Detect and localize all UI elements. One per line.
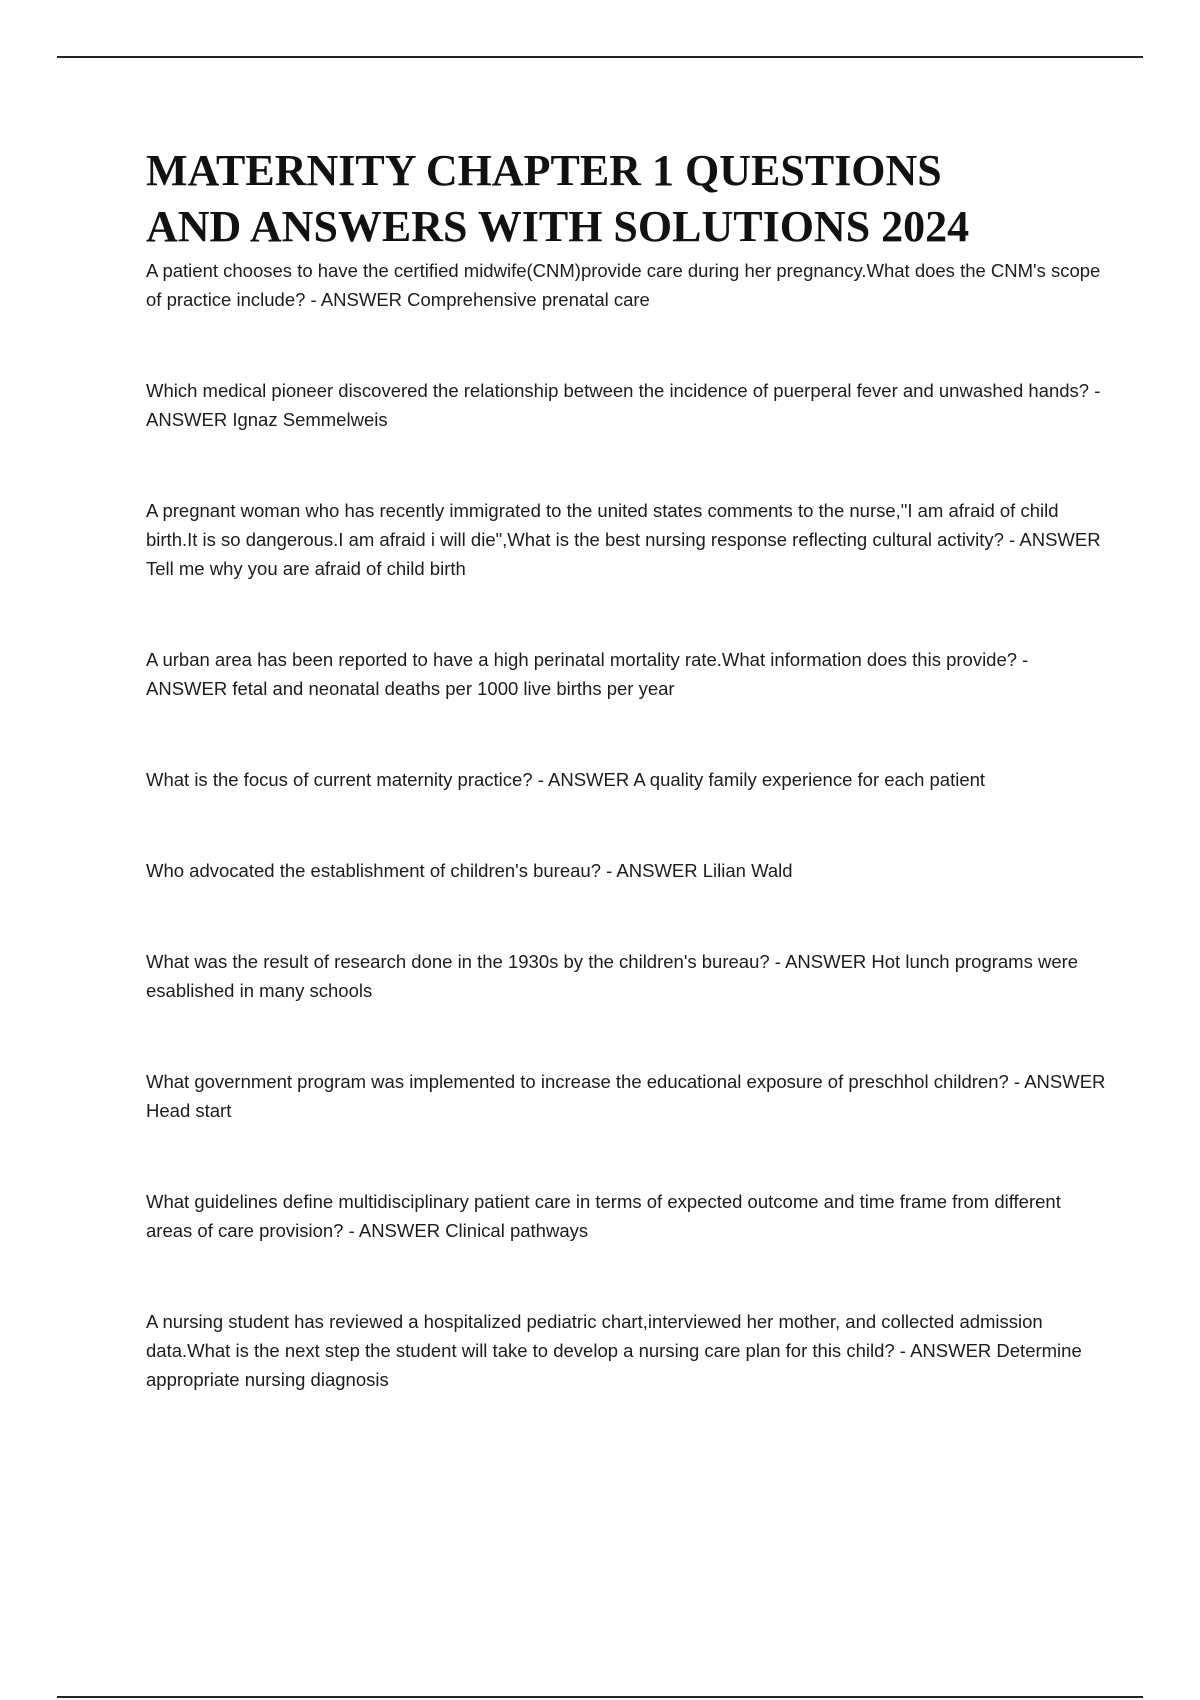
- qa-item: A urban area has been reported to have a high perinatal mortality rate.What information does this provide? - ANSWER fetal and neonatal deaths per 1000 live births per year: [146, 649, 1029, 699]
- qa-item: What was the result of research done in the 1930s by the children's bureau? - ANSWER Hot lunch programs were esablished in many schools: [146, 951, 1079, 1001]
- qa-item: A pregnant woman who has recently immigrated to the united states comments to the nurse,"I am afraid of child birth.It is so dangerous.I am afraid i will die",What is the best nursing response reflecting cultural activity? - ANSWER Tell me why you are afraid of child birth: [146, 500, 1101, 579]
- qa-item: A patient chooses to have the certified midwife(CNM)provide care during her pregnancy.What does the CNM's scope of practice include? - ANSWER Comprehensive prenatal care: [146, 260, 1101, 310]
- qa-item: What is the focus of current maternity practice? - ANSWER A quality family experience for each patient: [146, 769, 986, 790]
- page-title: [146, 143, 1106, 255]
- top-divider: [57, 56, 1143, 58]
- qa-item: What government program was implemented to increase the educational exposure of preschhol children? - ANSWER Head start: [146, 1071, 1106, 1121]
- page-title-line-2: AND ANSWERS WITH SOLUTIONS 2024: [146, 202, 970, 251]
- qa-item: Who advocated the establishment of children's bureau? - ANSWER Lilian Wald: [146, 860, 793, 881]
- page-title-line-1: MATERNITY CHAPTER 1 QUESTIONS: [146, 146, 942, 195]
- qa-item: What guidelines define multidisciplinary patient care in terms of expected outcome and time frame from different areas of care provision? - ANSWER Clinical pathways: [146, 1191, 1061, 1241]
- document-body: [146, 143, 1106, 1394]
- qa-item: A nursing student has reviewed a hospitalized pediatric chart,interviewed her mother, and collected admission data.What is the next step the student will take to develop a nursing care plan for this child? - ANSWER Determine appropriate nursing diagnosis: [146, 1311, 1082, 1390]
- bottom-divider: [57, 1696, 1143, 1698]
- qa-item: Which medical pioneer discovered the relationship between the incidence of puerperal fever and unwashed hands? - ANSWER Ignaz Semmelweis: [146, 380, 1101, 430]
- qa-list: [146, 256, 1106, 1394]
